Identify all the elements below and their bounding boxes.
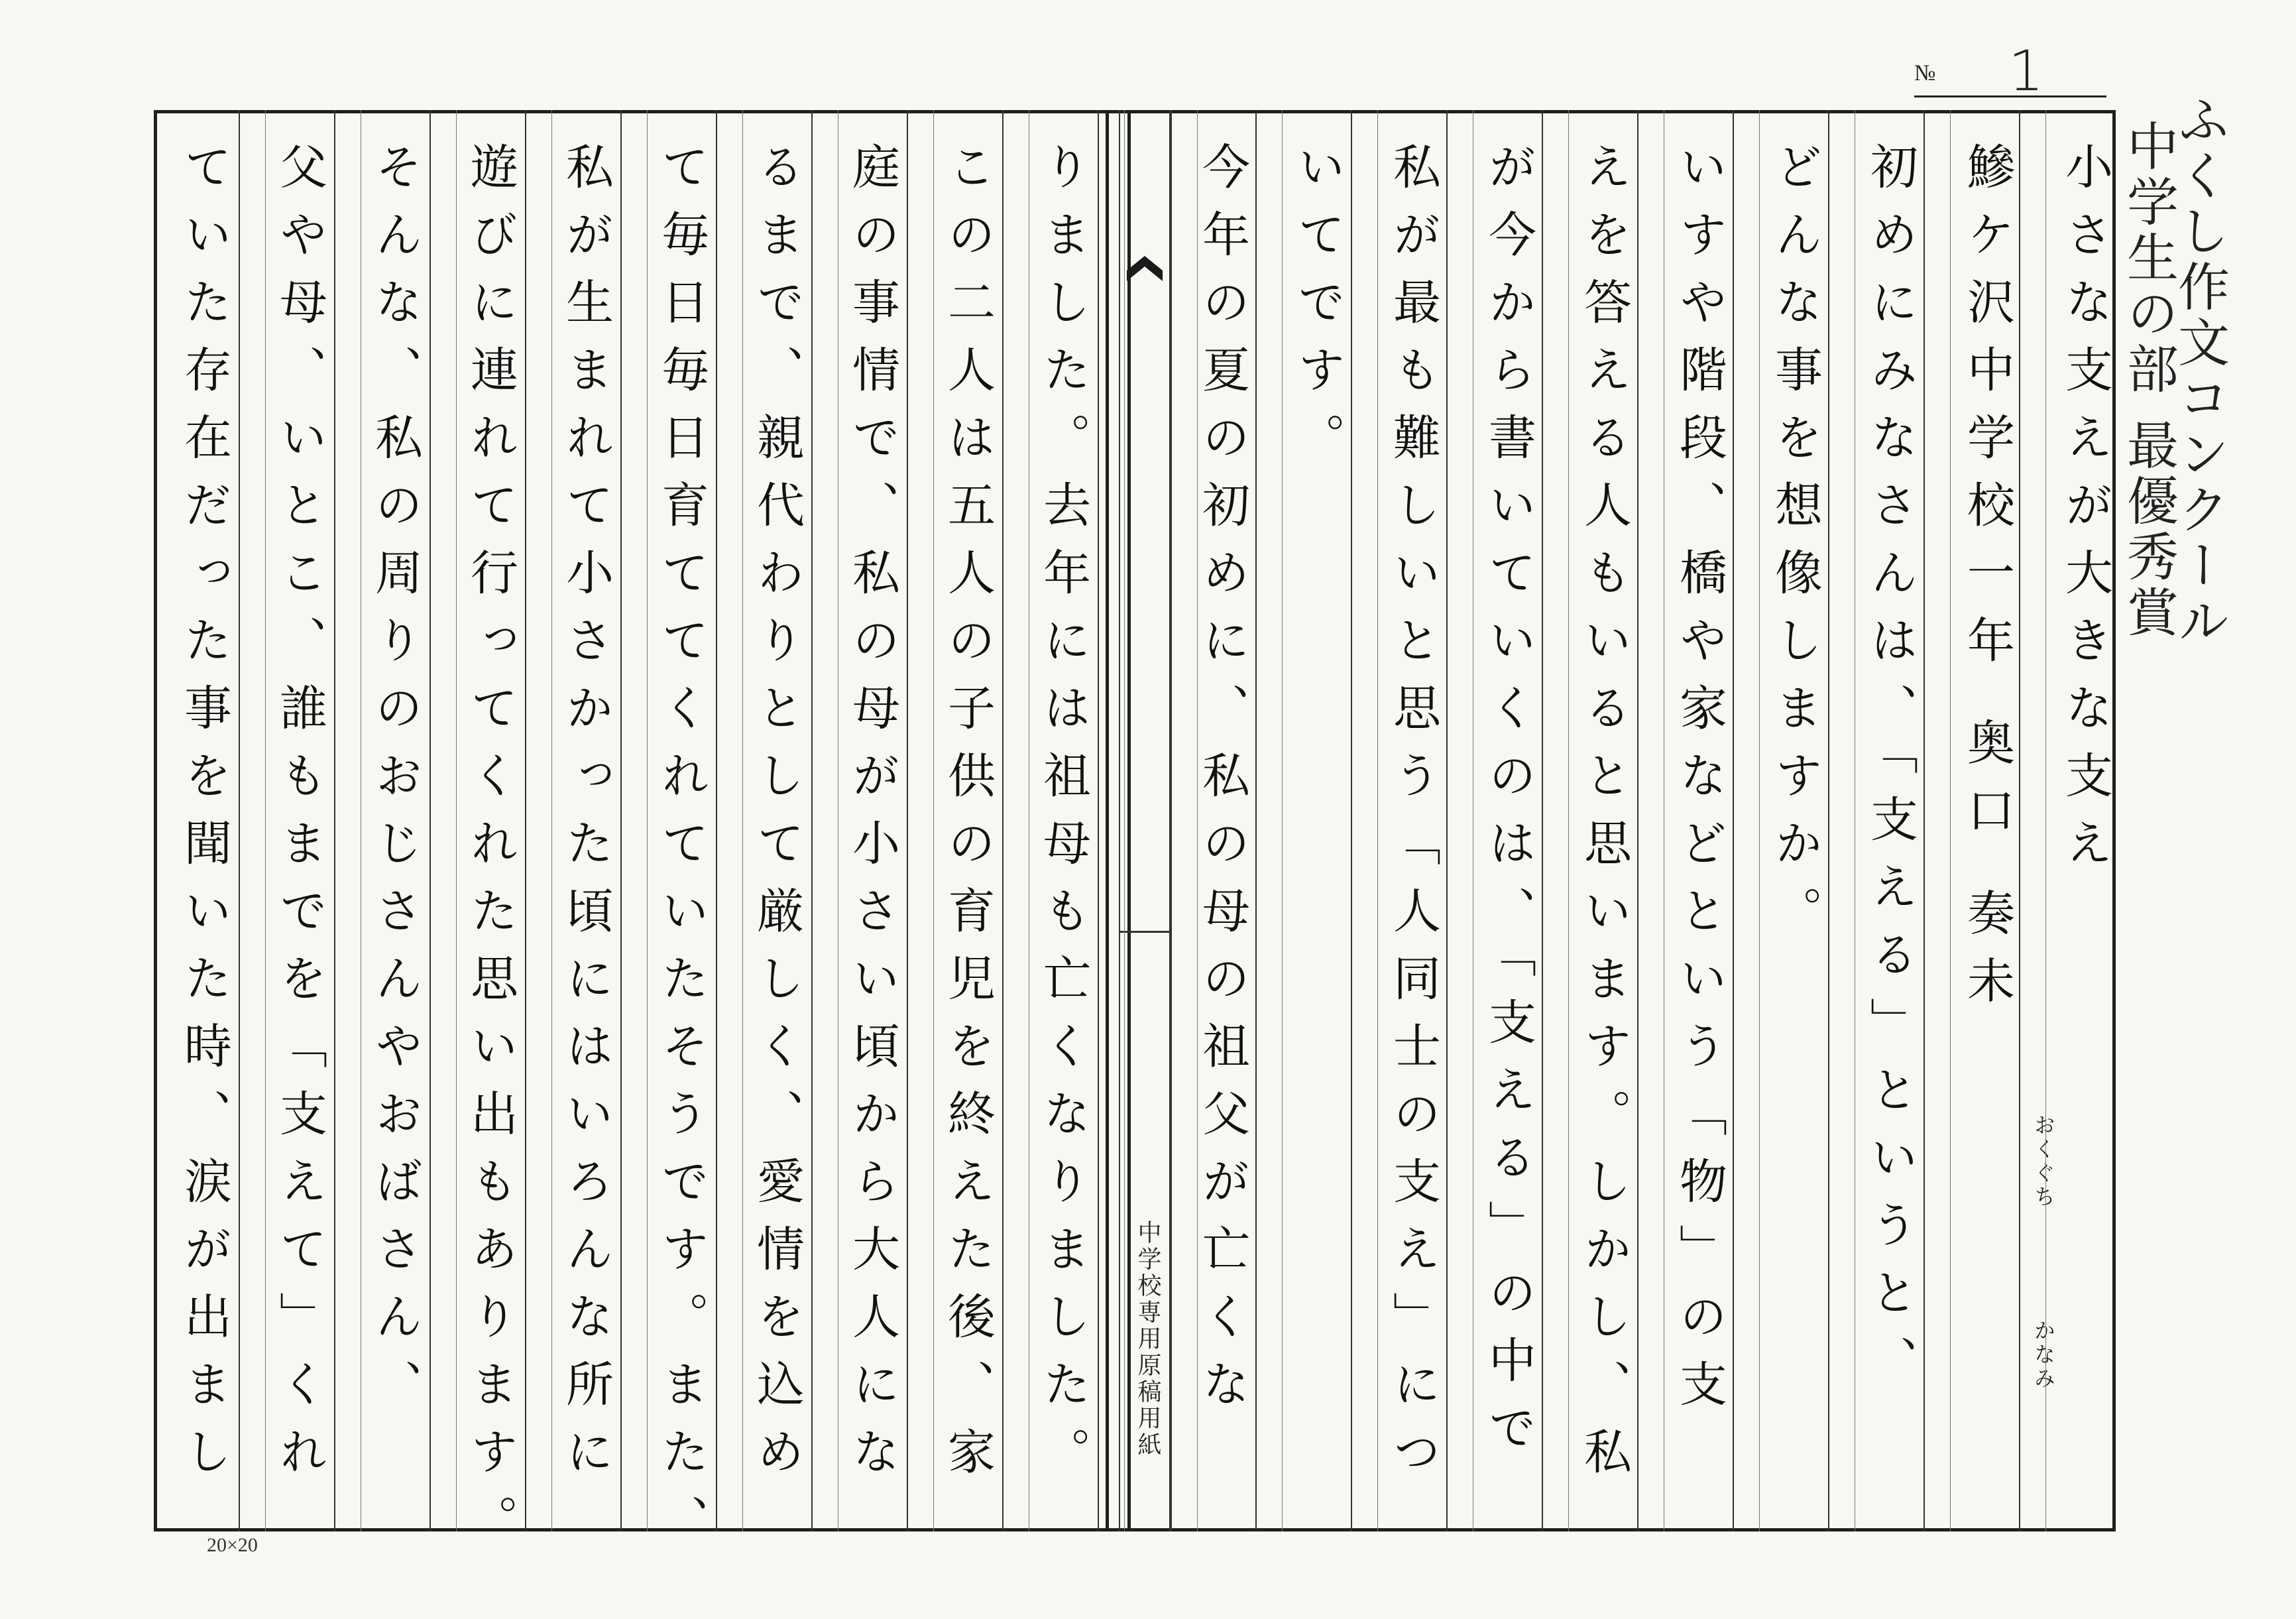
grid-column-subline [1759, 110, 1760, 1531]
grid-column-line [1828, 110, 1829, 1531]
body-column: 父や母、いとこ、誰もまでを「支えて」くれ [272, 142, 327, 1494]
page-number-underline [1914, 95, 2106, 97]
grid-column-line [811, 110, 813, 1531]
body-column: て毎日毎日育ててくれていたそうです。また、 [654, 142, 709, 1562]
grid-size-label: 20×20 [207, 1534, 258, 1556]
body-column: 遊びに連れて行ってくれた思い出もあります。 [463, 142, 518, 1562]
body-column: 初めにみなさんは、「支える」というと、 [1863, 142, 1918, 1403]
body-column: が今から書いていくのは、「支える」の中で [1481, 142, 1536, 1470]
spine-chevron-icon [1127, 251, 1163, 286]
body-column: そんな、私の周りのおじさんやおばさん、 [367, 142, 423, 1427]
grid-column-subline [1124, 110, 1125, 1531]
grid-column-line [1255, 110, 1257, 1531]
grid-column-line [716, 110, 717, 1531]
grid-column-line [907, 110, 908, 1531]
grid-column-subline [456, 110, 457, 1531]
page-number-value: 1 [2008, 38, 2044, 103]
grid-column-line [1002, 110, 1004, 1531]
grid-column-subline [2045, 110, 2046, 1531]
grid-column-line [1171, 110, 1172, 1531]
body-column: 庭の事情で、私の母が小さい頃から大人にな [844, 142, 900, 1494]
grid-column-line [2019, 110, 2020, 1531]
body-column: どんな事を想像しますか。 [1767, 142, 1823, 953]
body-column: この二人は五人の子供の育児を終えた後、家 [940, 142, 996, 1494]
grid-column-subline [933, 110, 934, 1531]
grid-column-subline [1950, 110, 1951, 1531]
grid-column-line [1923, 110, 1925, 1531]
grid-column-subline [1568, 110, 1569, 1531]
body-column: いすや階段、橋や家などという「物」の支 [1672, 142, 1727, 1427]
body-column: りました。去年には祖母も亡くなりました。 [1035, 142, 1091, 1494]
body-column: いてです。 [1290, 142, 1346, 480]
grid-column-line [1351, 110, 1352, 1531]
body-column: 今年の夏の初めに、私の母の祖父が亡くな [1194, 142, 1250, 1427]
grid-column-line [1098, 110, 1099, 1531]
body-column: 私が最も難しいと思う「人同士の支え」につ [1385, 142, 1441, 1494]
author-furigana-surname: おくぐち [2031, 1114, 2056, 1209]
grid-column-line [1637, 110, 1638, 1531]
body-column: ていた存在だった事を聞いた時、涙が出まし [176, 142, 232, 1494]
grid-column-line [1542, 110, 1543, 1531]
grid-column-subline [742, 110, 743, 1531]
spine-divider [1119, 931, 1171, 933]
award-line: 中学生の部 最優秀賞 [2118, 119, 2178, 641]
author-line: 鰺ケ沢中学校一年 奥口 奏未 [1959, 142, 2015, 1024]
grid-column-subline [1377, 110, 1378, 1531]
essay-title: 小さな支えが大きな支え [2057, 142, 2113, 886]
spine-label: 中学校専用原稿用紙 [1134, 1220, 1161, 1459]
grid-column-line [1446, 110, 1448, 1531]
grid-column-line [334, 110, 335, 1531]
page-number-label: № [1914, 61, 1936, 86]
grid-column-subline [1282, 110, 1283, 1531]
grid-column-line [620, 110, 622, 1531]
grid-column-line [430, 110, 431, 1531]
body-column: 私が生まれて小さかった頃にはいろんな所に [558, 142, 614, 1494]
author-furigana-given: かなみ [2031, 1319, 2056, 1391]
contest-title: ふくし作文コンクール [2169, 93, 2229, 650]
grid-column-line [525, 110, 526, 1531]
grid-column-line [239, 110, 240, 1531]
grid-column-subline [265, 110, 266, 1531]
grid-column-line [1733, 110, 1734, 1531]
grid-column-subline [551, 110, 552, 1531]
body-column: るまで、親代わりとして厳しく、愛情を込め [749, 142, 805, 1494]
body-column: えを答える人もいると思います。しかし、私 [1576, 142, 1632, 1494]
grid-column-subline [647, 110, 648, 1531]
grid-column-subline [1197, 110, 1198, 1531]
